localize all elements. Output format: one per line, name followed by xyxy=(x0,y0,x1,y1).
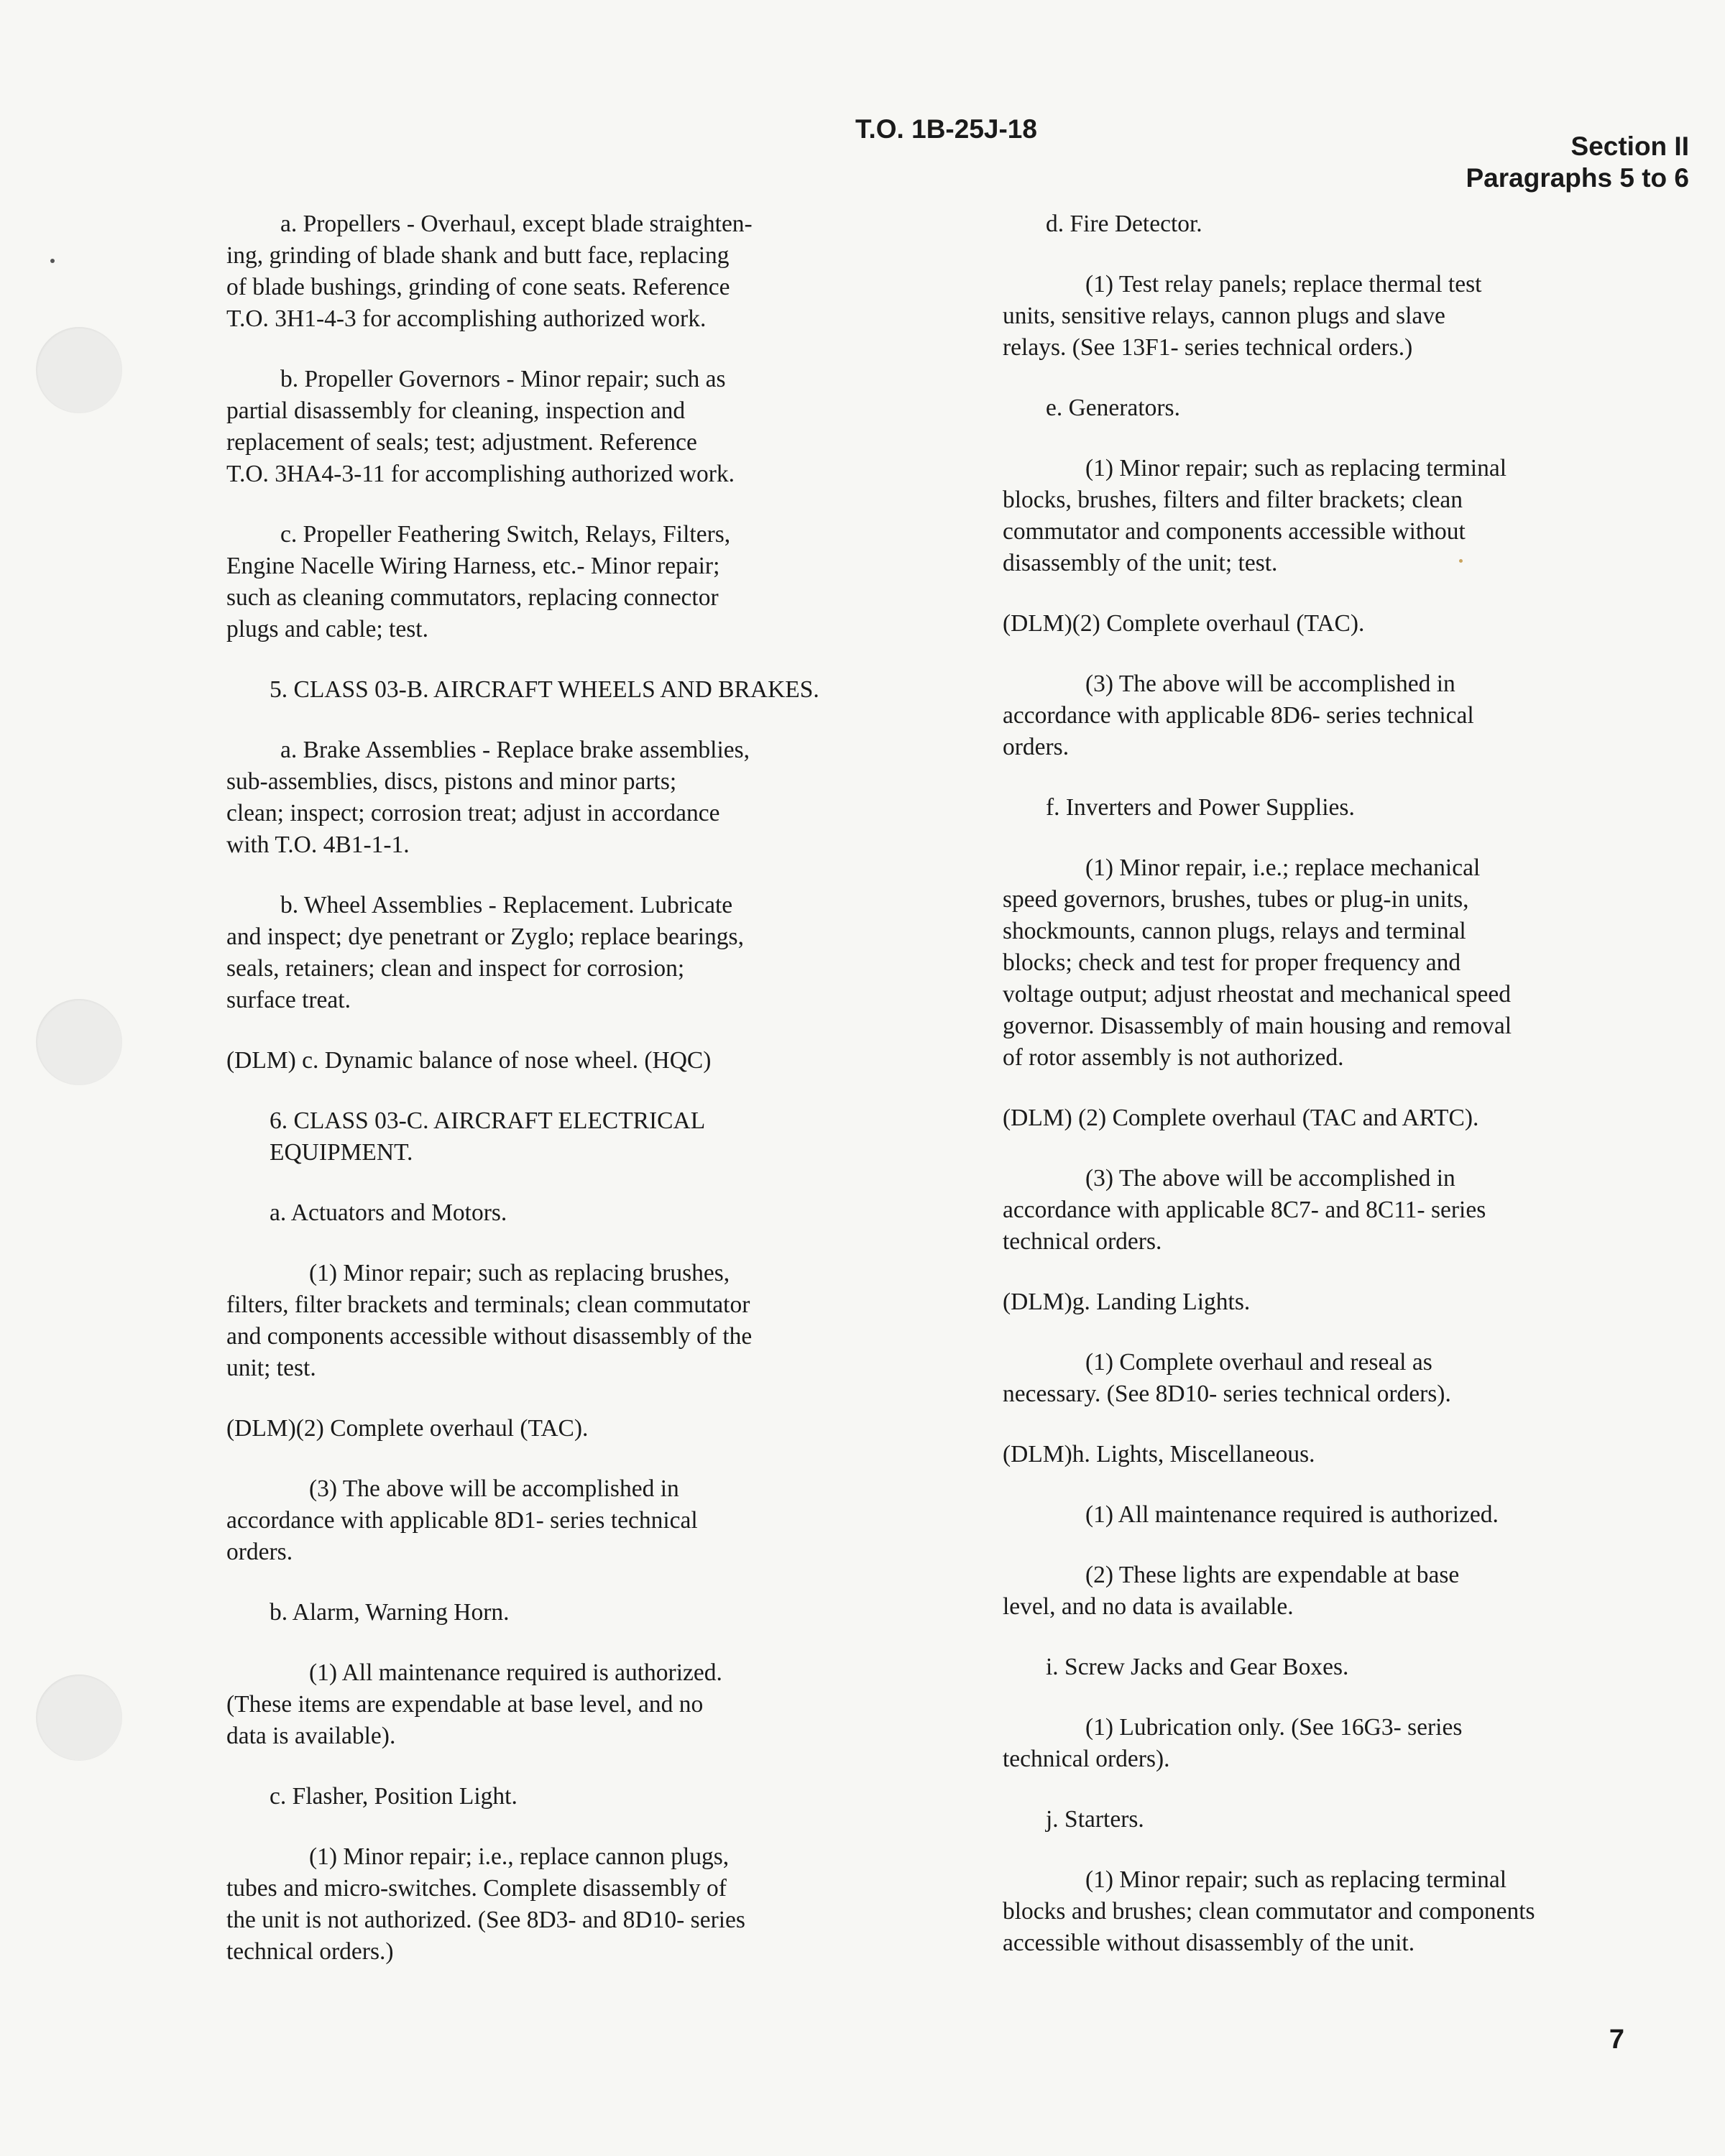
subheading-alarm-warning-horn: b. Alarm, Warning Horn. xyxy=(270,1599,510,1626)
heading-class-03-c: 6. CLASS 03-C. AIRCRAFT ELECTRICAL EQUIPMENT. xyxy=(270,1107,706,1166)
scan-speck xyxy=(50,259,55,263)
technical-order-number: T.O. 1B-25J-18 xyxy=(855,114,1037,144)
subheading-inverters-power-supplies: f. Inverters and Power Supplies. xyxy=(1046,794,1355,821)
paragraph-alarm-maintenance: (1) All maintenance required is authorized. (These items are expendable at base level, and no data is available). xyxy=(226,1659,722,1749)
paragraph-generators-minor-repair: (1) Minor repair; such as replacing terminal blocks, brushes, filters and filter brackets; clean commutator and components accessible without disassembly of the unit; test. xyxy=(1003,455,1507,576)
paragraph-inverters-minor-repair: (1) Minor repair, i.e.; replace mechanical speed governors, brushes, tubes or plug-in units, shockmounts, cannon plugs, relays and terminal blocks; check and test for proper frequency and voltage output; adjust rheostat and mechanical speed governor. Disassembly of main housing and removal of rotor assembly is not authorized. xyxy=(1003,854,1512,1071)
paragraph-dynamic-balance: (DLM) c. Dynamic balance of nose wheel. (HQC) xyxy=(226,1047,712,1074)
paragraph-inverters-overhaul: (DLM) (2) Complete overhaul (TAC and ARTC). xyxy=(1003,1105,1479,1131)
paragraph-lights-expendable: (2) These lights are expendable at base level, and no data is available. xyxy=(1003,1562,1460,1620)
subheading-generators: e. Generators. xyxy=(1046,395,1180,421)
heading-class-03-b: 5. CLASS 03-B. AIRCRAFT WHEELS AND BRAKES. xyxy=(270,676,819,703)
left-column xyxy=(226,208,974,1996)
paragraph-actuators-overhaul: (DLM)(2) Complete overhaul (TAC). xyxy=(226,1415,589,1442)
paragraph-fire-detector-test: (1) Test relay panels; replace thermal test units, sensitive relays, cannon plugs and slave relays. (See 13F1- series technical orders.) xyxy=(1003,271,1482,361)
right-column xyxy=(1003,208,1725,1988)
paragraph-brake-assemblies: a. Brake Assemblies - Replace brake assemblies, sub-assemblies, discs, pistons and minor parts; clean; inspect; corrosion treat; adjust in accordance with T.O. 4B1-1-1. xyxy=(226,737,750,858)
paragraph-wheel-assemblies: b. Wheel Assemblies - Replacement. Lubricate and inspect; dye penetrant or Zyglo; replace bearings, seals, retainers; clean and inspect for corrosion; surface treat. xyxy=(226,892,744,1013)
subheading-lights-miscellaneous: (DLM)h. Lights, Miscellaneous. xyxy=(1003,1441,1315,1468)
paragraph-landing-lights-overhaul: (1) Complete overhaul and reseal as necessary. (See 8D10- series technical orders). xyxy=(1003,1349,1451,1407)
subheading-actuators-motors: a. Actuators and Motors. xyxy=(270,1199,507,1226)
paragraph-lights-maintenance: (1) All maintenance required is authorized. xyxy=(1085,1501,1499,1528)
paragraph-flasher-minor-repair: (1) Minor repair; i.e., replace cannon plugs, tubes and micro-switches. Complete disassembly of the unit is not authorized. (See 8D3- and 8D10- series technical orders.) xyxy=(226,1843,745,1965)
paragraph-range: Paragraphs 5 to 6 xyxy=(1466,163,1689,193)
paragraph-actuators-minor-repair: (1) Minor repair; such as replacing brushes, filters, filter brackets and terminals; clean commutator and components accessible without disassembly of the unit; test. xyxy=(226,1260,753,1381)
punch-hole xyxy=(36,327,122,413)
paragraph-generators-overhaul: (DLM)(2) Complete overhaul (TAC). xyxy=(1003,610,1365,637)
page-number: 7 xyxy=(1609,2024,1624,2055)
paragraph-generators-reference: (3) The above will be accomplished in accordance with applicable 8D6- series technical orders. xyxy=(1003,671,1474,760)
paragraph-screw-jacks-lubrication: (1) Lubrication only. (See 16G3- series technical orders). xyxy=(1003,1714,1463,1772)
subheading-landing-lights: (DLM)g. Landing Lights. xyxy=(1003,1289,1251,1315)
paragraph-starters-minor-repair: (1) Minor repair; such as replacing terminal blocks and brushes; clean commutator and components accessible without disassembly of the unit. xyxy=(1003,1866,1535,1956)
subheading-screw-jacks-gear-boxes: i. Screw Jacks and Gear Boxes. xyxy=(1046,1654,1349,1680)
paragraph-actuators-reference: (3) The above will be accomplished in accordance with applicable 8D1- series technical orders. xyxy=(226,1475,698,1565)
subheading-starters: j. Starters. xyxy=(1046,1806,1144,1833)
subheading-fire-detector: d. Fire Detector. xyxy=(1046,211,1202,237)
punch-hole xyxy=(36,1674,122,1761)
paragraph-propellers-overhaul: a. Propellers - Overhaul, except blade straighten- ing, grinding of blade shank and butt face, replacing of blade bushings, grinding of cone seats. Reference T.O. 3H1-4-3 for accomplishing authorized work. xyxy=(226,211,753,332)
subheading-flasher-position-light: c. Flasher, Position Light. xyxy=(270,1783,518,1810)
punch-hole xyxy=(36,999,122,1085)
paragraph-propeller-governors: b. Propeller Governors - Minor repair; such as partial disassembly for cleaning, inspection and replacement of seals; test; adjustment. Reference T.O. 3HA4-3-11 for accomplishing authorized work. xyxy=(226,366,735,487)
section-label: Section II xyxy=(1570,132,1689,161)
paragraph-inverters-reference: (3) The above will be accomplished in accordance with applicable 8C7- and 8C11- series technical orders. xyxy=(1003,1165,1486,1255)
paragraph-feathering-switch: c. Propeller Feathering Switch, Relays, Filters, Engine Nacelle Wiring Harness, etc.- Minor repair; such as cleaning commutators, replacing connector plugs and cable; test. xyxy=(226,521,731,642)
